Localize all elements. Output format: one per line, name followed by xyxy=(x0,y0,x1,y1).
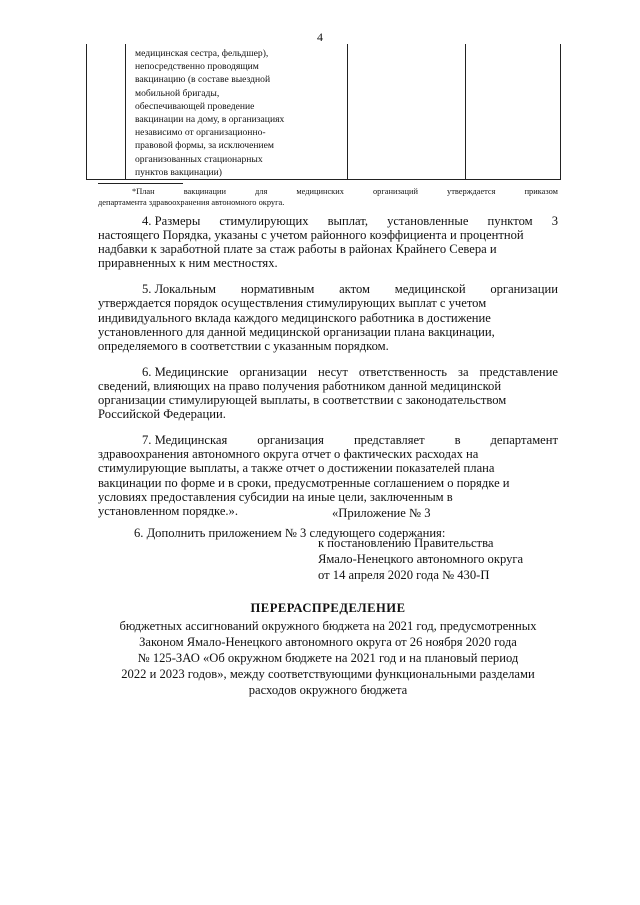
table-cell-line: вакцинации на дому, в организациях xyxy=(135,114,285,126)
appendix-header xyxy=(318,505,523,583)
word: выплат, xyxy=(327,214,369,228)
word: 5. Локальным xyxy=(142,282,216,297)
paragraph-line: здравоохранения автономного округа отчет о фактических расходах на xyxy=(98,447,479,462)
amendment-intro: 6. Дополнить приложением № 3 следующего содержания: xyxy=(134,525,446,540)
word: 4. Размеры xyxy=(142,214,201,228)
appendix-reference-line: к постановлению Правительства xyxy=(318,536,494,550)
paragraph-last-line: приравненных к ним местностях. xyxy=(98,256,278,271)
title-line: Законом Ямало-Ненецкого автономного округа от 26 ноября 2020 года xyxy=(139,635,517,649)
word: 6. Медицинские xyxy=(142,364,229,379)
paragraph-line: сведений, влияющих на право получения работником данной медицинской xyxy=(98,378,502,393)
title-line: 2022 и 2023 годов», между соответствующими функциональными разделами xyxy=(121,667,535,681)
paragraph-6 xyxy=(98,365,558,421)
table-cell-line: медицинская сестра, фельдшер), xyxy=(135,48,269,59)
title-line: бюджетных ассигнований окружного бюджета на 2021 год, предусмотренных xyxy=(119,619,537,633)
paragraph-line: организации стимулирующей выплаты, в соответствии с законодательством xyxy=(98,393,507,408)
word: организация xyxy=(257,433,324,448)
footnote-line xyxy=(98,186,558,197)
appendix-reference-line: от 14 апреля 2020 года № 430-П xyxy=(318,568,490,582)
word: 7. Медицинская xyxy=(142,433,228,448)
paragraph-last-line: установленном порядке.». xyxy=(98,503,239,518)
paragraph-first-line xyxy=(98,365,558,379)
continued-table xyxy=(86,44,561,180)
title-line: расходов окружного бюджета xyxy=(248,683,408,697)
paragraph-line: надбавки к заработной плате за стаж работы в районах Крайнего Севера и xyxy=(98,242,497,257)
paragraph-line: настоящего Порядка, указаны с учетом районного коэффициента и процентной xyxy=(98,228,524,243)
paragraph-last-line: Российской Федерации. xyxy=(98,407,226,422)
footnote xyxy=(98,186,558,208)
word: департамент xyxy=(490,433,558,448)
word: организации xyxy=(490,282,558,297)
appendix-label: «Приложение № 3 xyxy=(332,506,431,520)
footnote-word: утверждается xyxy=(447,187,496,196)
table-column-divider xyxy=(125,44,126,179)
footnote-word: для xyxy=(255,187,268,196)
word: несут xyxy=(317,364,348,379)
footnote-divider xyxy=(98,183,183,184)
word: пунктом xyxy=(487,214,533,228)
page-number: 4 xyxy=(317,30,323,44)
table-cell-recipients xyxy=(135,47,350,179)
paragraph-line: стимулирующие выплаты, а также отчет о достижении показателей плана xyxy=(98,461,495,476)
word: ответственность xyxy=(358,364,448,379)
table-cell-line: непосредственно проводящим xyxy=(135,61,259,73)
table-cell-line: организованных стационарных xyxy=(135,153,263,165)
word: 3 xyxy=(551,214,558,228)
word: за xyxy=(458,364,469,379)
footnote-word: *План xyxy=(132,187,155,196)
table-cell-line: вакцинацию (в составе выездной xyxy=(135,74,271,86)
paragraph-4 xyxy=(98,214,558,270)
footnote-word: организаций xyxy=(372,187,418,196)
word: представление xyxy=(479,364,558,379)
word: установленные xyxy=(387,214,469,228)
title-heading: ПЕРЕРАСПРЕДЕЛЕНИЕ xyxy=(250,601,406,615)
paragraph-line: вакцинации по форме и в сроки, предусмотренные соглашением о порядке и xyxy=(98,475,510,490)
paragraph-first-line xyxy=(98,282,558,296)
paragraph-line: индивидуального вклада каждого медицинского работника в достижение xyxy=(98,310,491,325)
table-cell-line: обеспечивающей проведение xyxy=(135,100,255,112)
paragraph-line: установленного для данной медицинской организации плана вакцинации, xyxy=(98,324,495,339)
paragraph-line: условиях предоставления субсидии на иные цели, заключенным в xyxy=(98,489,453,504)
table-cell-line: независимо от организационно- xyxy=(135,127,266,139)
table-cell-line: пунктов вакцинации) xyxy=(135,166,222,178)
title-line: № 125-ЗАО «Об окружном бюджете на 2021 год и на плановый период xyxy=(137,651,519,665)
word: организации xyxy=(239,364,308,379)
word: нормативным xyxy=(240,282,315,297)
word: представляет xyxy=(353,433,425,448)
footnote-word: медицинских xyxy=(296,187,344,196)
footnote-line: департамента здравоохранения автономного округа. xyxy=(98,198,285,207)
appendix-reference-line: Ямало-Ненецкого автономного округа xyxy=(318,552,524,566)
word: стимулирующих xyxy=(219,214,309,228)
word: медицинской xyxy=(394,282,466,297)
word: актом xyxy=(339,282,370,297)
document-body xyxy=(98,214,558,540)
paragraph-5 xyxy=(98,282,558,352)
paragraph-last-line: определяемого в соответствии с указанным порядком. xyxy=(98,338,389,353)
table-cell-line: правовой формы, за исключением xyxy=(135,140,274,152)
footnote-word: вакцинации xyxy=(183,187,226,196)
word: в xyxy=(454,433,461,448)
paragraph-line: утверждается порядок осуществления стимулирующих выплат с учетом xyxy=(98,296,487,311)
table-column-divider xyxy=(465,44,466,179)
footnote-word: приказом xyxy=(524,187,558,196)
table-cell-line: мобильной бригады, xyxy=(135,87,220,99)
document-title xyxy=(98,600,558,698)
paragraph-first-line xyxy=(98,433,558,447)
paragraph-first-line xyxy=(98,214,558,228)
